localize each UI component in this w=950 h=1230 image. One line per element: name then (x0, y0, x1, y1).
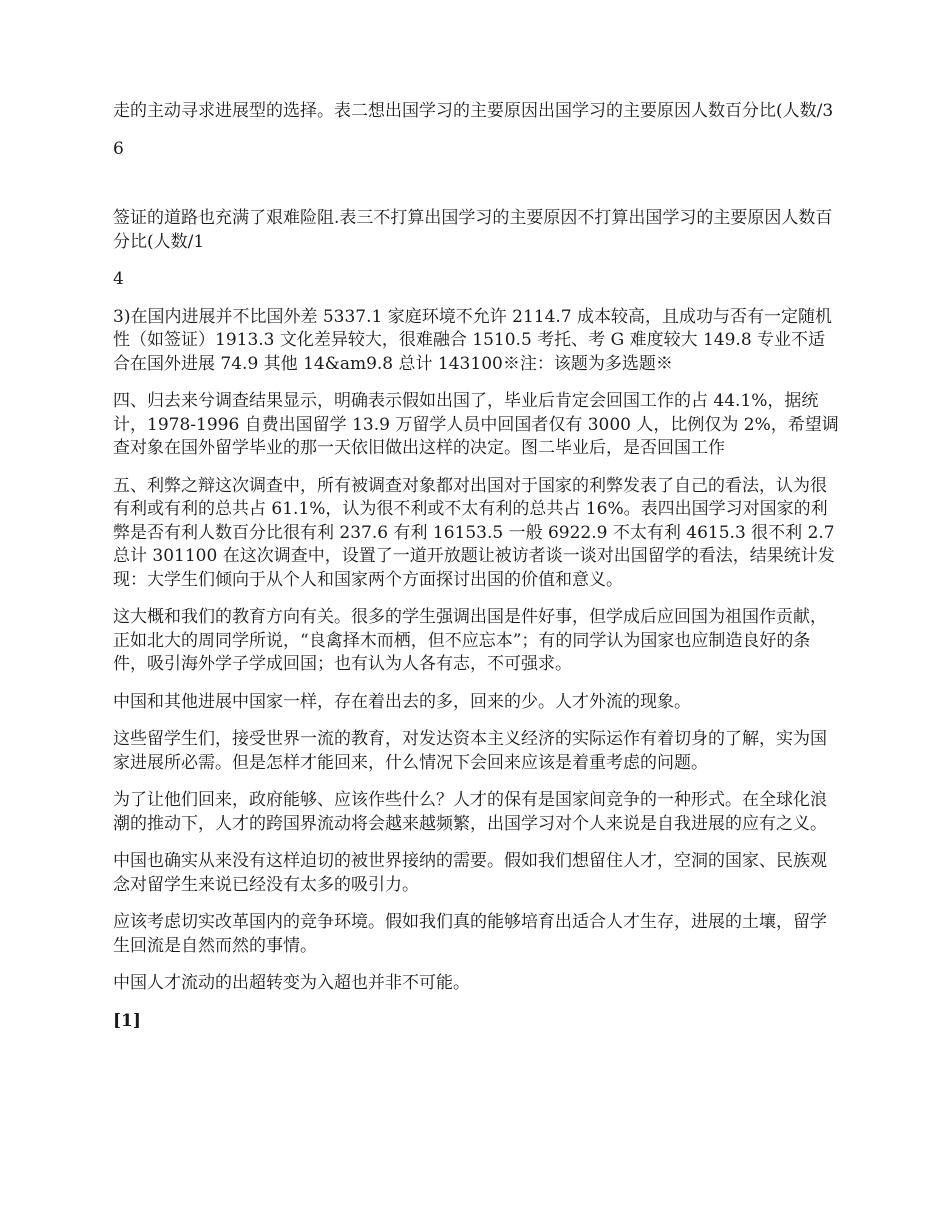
paragraph: 签证的道路也充满了艰难险阻.表三不打算出国学习的主要原因不打算出国学习的主要原因人数百分比(人数/1 (113, 208, 833, 252)
paragraph: 中国和其他进展中国家一样，存在着出去的多，回来的少。人才外流的现象。 (113, 691, 691, 712)
paragraph: 4 (113, 269, 124, 289)
paragraph: 6 (113, 138, 124, 159)
paragraph: 3)在国内进展并不比国外差 5337.1 家庭环境不允许 2114.7 成本较高，且成功与否有一定随机性（如签证）1913.3 文化差异较大，很难融合 1510.5 考托、考 G 难度较大 149.8 专业不适合在国外进展 74.9 其他 14&am9.8 总计 143100※注：该题为多选题※ (113, 306, 833, 374)
paragraph: 应该考虑切实改革国内的竞争环境。假如我们真的能够培育出适合人才生存，进展的土壤，留学生回流是自然而然的事情。 (113, 912, 827, 956)
paragraph: 这大概和我们的教育方向有关。很多的学生强调出国是件好事，但学成后应回国为祖国作贡献，正如北大的周同学所说，“良禽择木而栖，但不应忘本”；有的同学认为国家也应制造良好的条件，吸引海外学子学成回国；也有认为人各有志，不可强求。 (113, 607, 827, 674)
paragraph: 中国也确实从来没有这样迫切的被世界接纳的需要。假如我们想留住人才，空洞的国家、民族观念对留学生来说已经没有太多的吸引力。 (113, 851, 827, 895)
document-page (113, 100, 840, 1047)
paragraph: 为了让他们回来，政府能够、应该作些什么？人才的保有是国家间竞争的一种形式。在全球化浪潮的推动下，人才的跨国界流动将会越来越频繁，出国学习对个人来说是自我进展的应有之义。 (113, 790, 827, 834)
section-four-paragraph: 四、归去来兮调查结果显示，明确表示假如出国了，毕业后肯定会回国工作的占 44.1%，据统计，1978-1996 自费出国留学 13.9 万留学人员中回国者仅有 3000 人，比例仅为 2%，希望调查对象在国外留学毕业的那一天依旧做出这样的决定。图二毕业后，是否回国工作 (113, 391, 839, 458)
section-five-paragraph: 五、利弊之辩这次调查中，所有被调查对象都对出国对于国家的利弊发表了自己的看法，认为很有利或有利的总共占 61.1%，认为很不利或不太有利的总共占 16%。表四出国学习对国家的利弊是否有利人数百分比很有利 237.6 有利 16153.5 一般 6922.9 不太有利 4615.3 很不利 2.7 总计 301100 在这次调查中，设置了一道开放题让被访者谈一谈对出国留学的看法，结果统计发现：大学生们倾向于从个人和国家两个方面探讨出国的价值和意义。 (113, 475, 835, 590)
paragraph: 这些留学生们，接受世界一流的教育，对发达资本主义经济的实际运作有着切身的了解，实为国家进展所必需。但是怎样才能回来，什么情况下会回来应该是着重考虑的问题。 (113, 729, 827, 773)
paragraph: 中国人才流动的出超转变为入超也并非不可能。 (113, 973, 470, 993)
footnote-reference: [1] (113, 1010, 141, 1031)
paragraph: 走的主动寻求进展型的选择。表二想出国学习的主要原因出国学习的主要原因人数百分比(人数/3 (113, 101, 834, 121)
